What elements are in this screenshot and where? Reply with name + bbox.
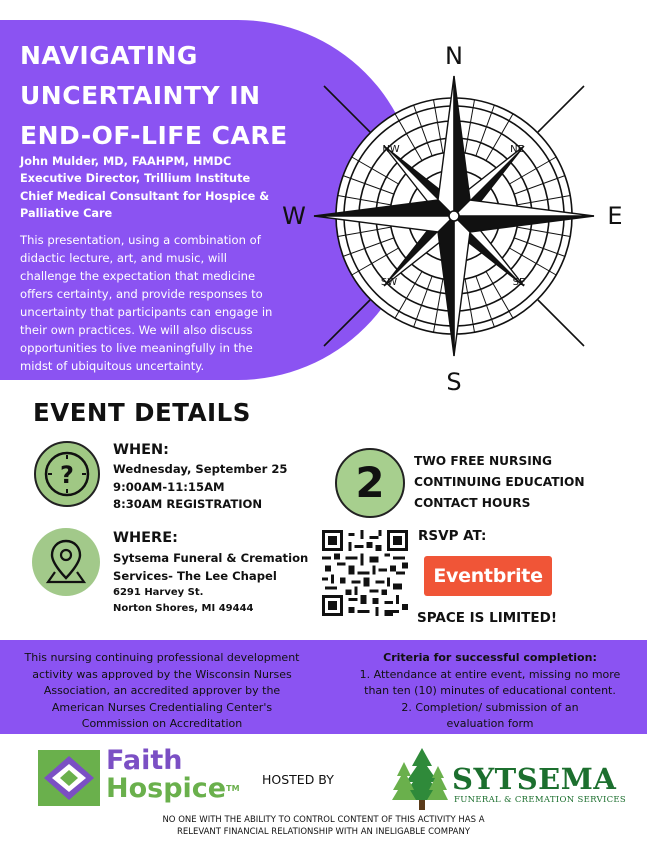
- address-line: 6291 Harvey St.: [113, 587, 204, 598]
- criteria-heading: Criteria for successful completion:: [383, 651, 597, 664]
- compass-w: W: [282, 202, 306, 230]
- trees-icon: [392, 748, 448, 810]
- description-line: offers certainty, and provide responses to: [20, 287, 263, 301]
- qr-code[interactable]: [322, 530, 408, 616]
- description-line: their own practices. We will also discuss: [20, 323, 253, 337]
- speaker-line: Palliative Care: [20, 206, 113, 220]
- compass-n: N: [445, 42, 463, 70]
- when-details: [113, 461, 287, 514]
- speaker-line: Chief Medical Consultant for Hospice &: [20, 189, 270, 203]
- compass-nw: NW: [382, 144, 400, 155]
- where-details: [113, 550, 308, 585]
- description-line: didactic lecture, art, and music, will: [20, 251, 227, 265]
- compass-sw: SW: [380, 277, 398, 288]
- when-line: 9:00AM-11:15AM: [113, 479, 225, 494]
- title-line: NAVIGATING: [20, 41, 198, 70]
- accreditation-line: activity was approved by the Wisconsin Nurses: [32, 667, 292, 681]
- criteria-line: than ten (10) minutes of educational content.: [364, 684, 616, 697]
- title-line: UNCERTAINTY IN: [20, 81, 261, 110]
- financial-disclosure: [0, 815, 647, 838]
- hours-line: CONTINUING EDUCATION: [414, 475, 585, 489]
- hours-line: CONTACT HOURS: [414, 496, 531, 510]
- contact-hours-number: 2: [355, 458, 385, 507]
- accreditation-statement: [6, 650, 318, 733]
- space-limited: SPACE IS LIMITED!: [417, 610, 557, 626]
- description-line: midst of ubiquitous uncertainty.: [20, 359, 205, 373]
- rsvp-label: RSVP AT:: [418, 528, 487, 544]
- completion-criteria: [340, 650, 640, 733]
- svg-text:?: ?: [60, 461, 74, 489]
- when-label: WHEN:: [113, 442, 169, 458]
- contact-hours-badge: [335, 448, 405, 518]
- compass-rose-icon: [282, 40, 627, 395]
- contact-hours-text: [414, 451, 585, 514]
- faith-hospice-wordmark: [106, 747, 240, 803]
- sytsema-subtitle: FUNERAL & CREMATION SERVICES: [454, 795, 627, 805]
- where-label: WHERE:: [113, 530, 178, 546]
- footer-line: RELEVANT FINANCIAL RELATIONSHIP WITH AN INELIGABLE COMPANY: [176, 826, 471, 837]
- hospice-text: Hospice: [106, 773, 227, 804]
- description-line: This presentation, using a combination of: [20, 233, 261, 247]
- accreditation-line: Commission on Accreditation: [81, 717, 243, 730]
- eventbrite-button[interactable]: Eventbrite: [424, 556, 552, 596]
- compass-se: SE: [512, 277, 526, 288]
- address: [113, 585, 254, 616]
- when-line: 8:30AM REGISTRATION: [113, 497, 263, 511]
- where-line: Sytsema Funeral & Cremation: [113, 551, 309, 565]
- criteria-line: 1. Attendance at entire event, missing no more: [359, 667, 621, 681]
- sytsema-wordmark: SYTSEMA: [452, 762, 617, 796]
- event-description: [20, 231, 315, 375]
- description-line: challenge the expectation that medicine: [20, 269, 256, 283]
- accreditation-line: This nursing continuing professional development: [24, 651, 300, 664]
- criteria-line: 2. Completion/ submission of an: [401, 700, 579, 714]
- title-line: END-OF-LIFE CARE: [20, 121, 288, 150]
- footer-line: NO ONE WITH THE ABILITY TO CONTROL CONTENT OF THIS ACTIVITY HAS A: [162, 815, 485, 825]
- criteria-line: evaluation form: [446, 717, 534, 730]
- speaker-line: John Mulder, MD, FAAHPM, HMDC: [20, 155, 232, 168]
- address-line: Norton Shores, MI 49444: [113, 602, 254, 614]
- accreditation-line: American Nurses Credentialing Center's: [51, 700, 273, 714]
- hours-line: TWO FREE NURSING: [414, 454, 552, 468]
- accreditation-line: Association, an accredited approver by the: [43, 684, 281, 697]
- description-line: uncertainty that participants can engage in: [20, 305, 273, 319]
- faith-hospice-logo-icon: [38, 750, 100, 806]
- compass-s: S: [446, 368, 462, 395]
- speaker-info: [20, 153, 320, 222]
- faith-text: Faith: [106, 745, 183, 776]
- description-line: opportunities to live meaningfully in the: [20, 341, 253, 355]
- event-details-heading: EVENT DETAILS: [33, 398, 251, 427]
- map-pin-icon: [32, 528, 100, 596]
- trademark: TM: [226, 784, 240, 793]
- speaker-line: Executive Director, Trillium Institute: [20, 172, 251, 186]
- clock-icon: [34, 441, 100, 507]
- where-line: Services- The Lee Chapel: [113, 568, 277, 583]
- when-line: Wednesday, September 25: [113, 462, 288, 476]
- compass-e: E: [607, 202, 623, 230]
- compass-ne: NE: [510, 144, 524, 155]
- hosted-by-label: HOSTED BY: [262, 772, 334, 787]
